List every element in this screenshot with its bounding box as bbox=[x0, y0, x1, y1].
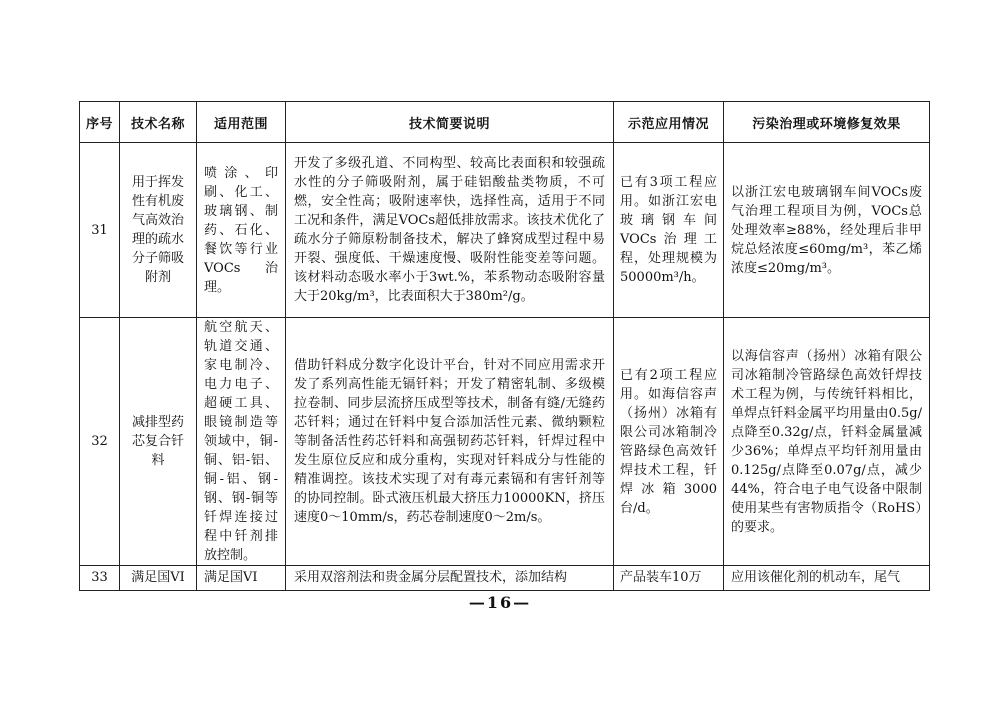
row-no: 33 bbox=[80, 566, 120, 591]
table-header-row bbox=[80, 102, 930, 143]
row-no: 31 bbox=[80, 143, 120, 318]
header-application: 示范应用情况 bbox=[614, 102, 724, 143]
header-no: 序号 bbox=[80, 102, 120, 143]
technology-table bbox=[79, 101, 930, 591]
header-effect: 污染治理或环境修复效果 bbox=[724, 102, 930, 143]
header-scope: 适用范围 bbox=[197, 102, 286, 143]
effect: 以海信容声（扬州）冰箱有限公司冰箱制冷管路绿色高效钎焊技术工程为例，与传统钎料相比，单焊点钎料金属平均用量由0.5g/点降至0.32g/点，钎料金属量减少36%；单焊点平均钎剂用量由0.125g/点降至0.07g/点，减少44%，符合电子电气设备中限制使用某些有害物质指令（RoHS）的要求。 bbox=[724, 318, 930, 566]
header-description: 技术简要说明 bbox=[286, 102, 614, 143]
application: 已有3项工程应用。如浙江宏电玻璃钢车间VOCs治理工程，处理规模为50000m³/h。 bbox=[614, 143, 724, 318]
scope: 航空航天、轨道交通、家电制冷、电力电子、超硬工具、眼镜制造等领域中，铜-铜、铝-铝、铜-铝、钢-钢、钢-铜等钎焊连接过程中钎剂排放控制。 bbox=[197, 318, 286, 566]
tech-name: 用于挥发性有机废气高效治理的疏水分子筛吸附剂 bbox=[120, 143, 197, 318]
table-row bbox=[80, 566, 930, 591]
effect: 以浙江宏电玻璃钢车间VOCs废气治理工程项目为例，VOCs总处理效率≥88%，经处理后非甲烷总烃浓度≤60mg/m³，苯乙烯浓度≤20mg/m³。 bbox=[724, 143, 930, 318]
tech-name: 满足国VI bbox=[120, 566, 197, 591]
description: 借助钎料成分数字化设计平台，针对不同应用需求开发了系列高性能无镉钎料；开发了精密轧制、多级模拉卷制、同步层流挤压成型等技术，制备有缝/无缝药芯钎料；通过在钎料中复合添加活性元素、微纳颗粒等制备活性药芯钎料和高强韧药芯钎料，钎焊过程中发生原位反应和成分重构，实现对钎料成分与性能的精准调控。该技术实现了对有毒元素镉和有害钎剂等的协同控制。卧式液压机最大挤压力10000KN，挤压速度0～10mm/s，药芯卷制速度0～2m/s。 bbox=[286, 318, 614, 566]
scope: 喷涂、印刷、化工、玻璃钢、制药、石化、餐饮等行业VOCs治理。 bbox=[197, 143, 286, 318]
header-tech-name: 技术名称 bbox=[120, 102, 197, 143]
application: 产品装车10万 bbox=[614, 566, 724, 591]
effect: 应用该催化剂的机动车，尾气 bbox=[724, 566, 930, 591]
tech-name: 减排型药芯复合钎料 bbox=[120, 318, 197, 566]
row-no: 32 bbox=[80, 318, 120, 566]
table-row bbox=[80, 143, 930, 318]
table-row bbox=[80, 318, 930, 566]
description: 开发了多级孔道、不同构型、较高比表面积和较强疏水性的分子筛吸附剂，属于硅铝酸盐类物质，不可燃，安全性高；吸附速率快，选择性高，适用于不同工况和条件，满足VOCs超低排放需求。该技术优化了疏水分子筛原粉制备技术，解决了蜂窝成型过程中易开裂、强度低、干燥速度慢、吸附性能变差等问题。该材料动态吸水率小于3wt.%，苯系物动态吸附容量大于20kg/m³，比表面积大于380m²/g。 bbox=[286, 143, 614, 318]
page-number: —16— bbox=[468, 593, 532, 612]
scope: 满足国VI bbox=[197, 566, 286, 591]
application: 已有2项工程应用。如海信容声（扬州）冰箱有限公司冰箱制冷管路绿色高效钎焊技术工程，钎焊冰箱3000台/d。 bbox=[614, 318, 724, 566]
description: 采用双溶剂法和贵金属分层配置技术，添加结构 bbox=[286, 566, 614, 591]
